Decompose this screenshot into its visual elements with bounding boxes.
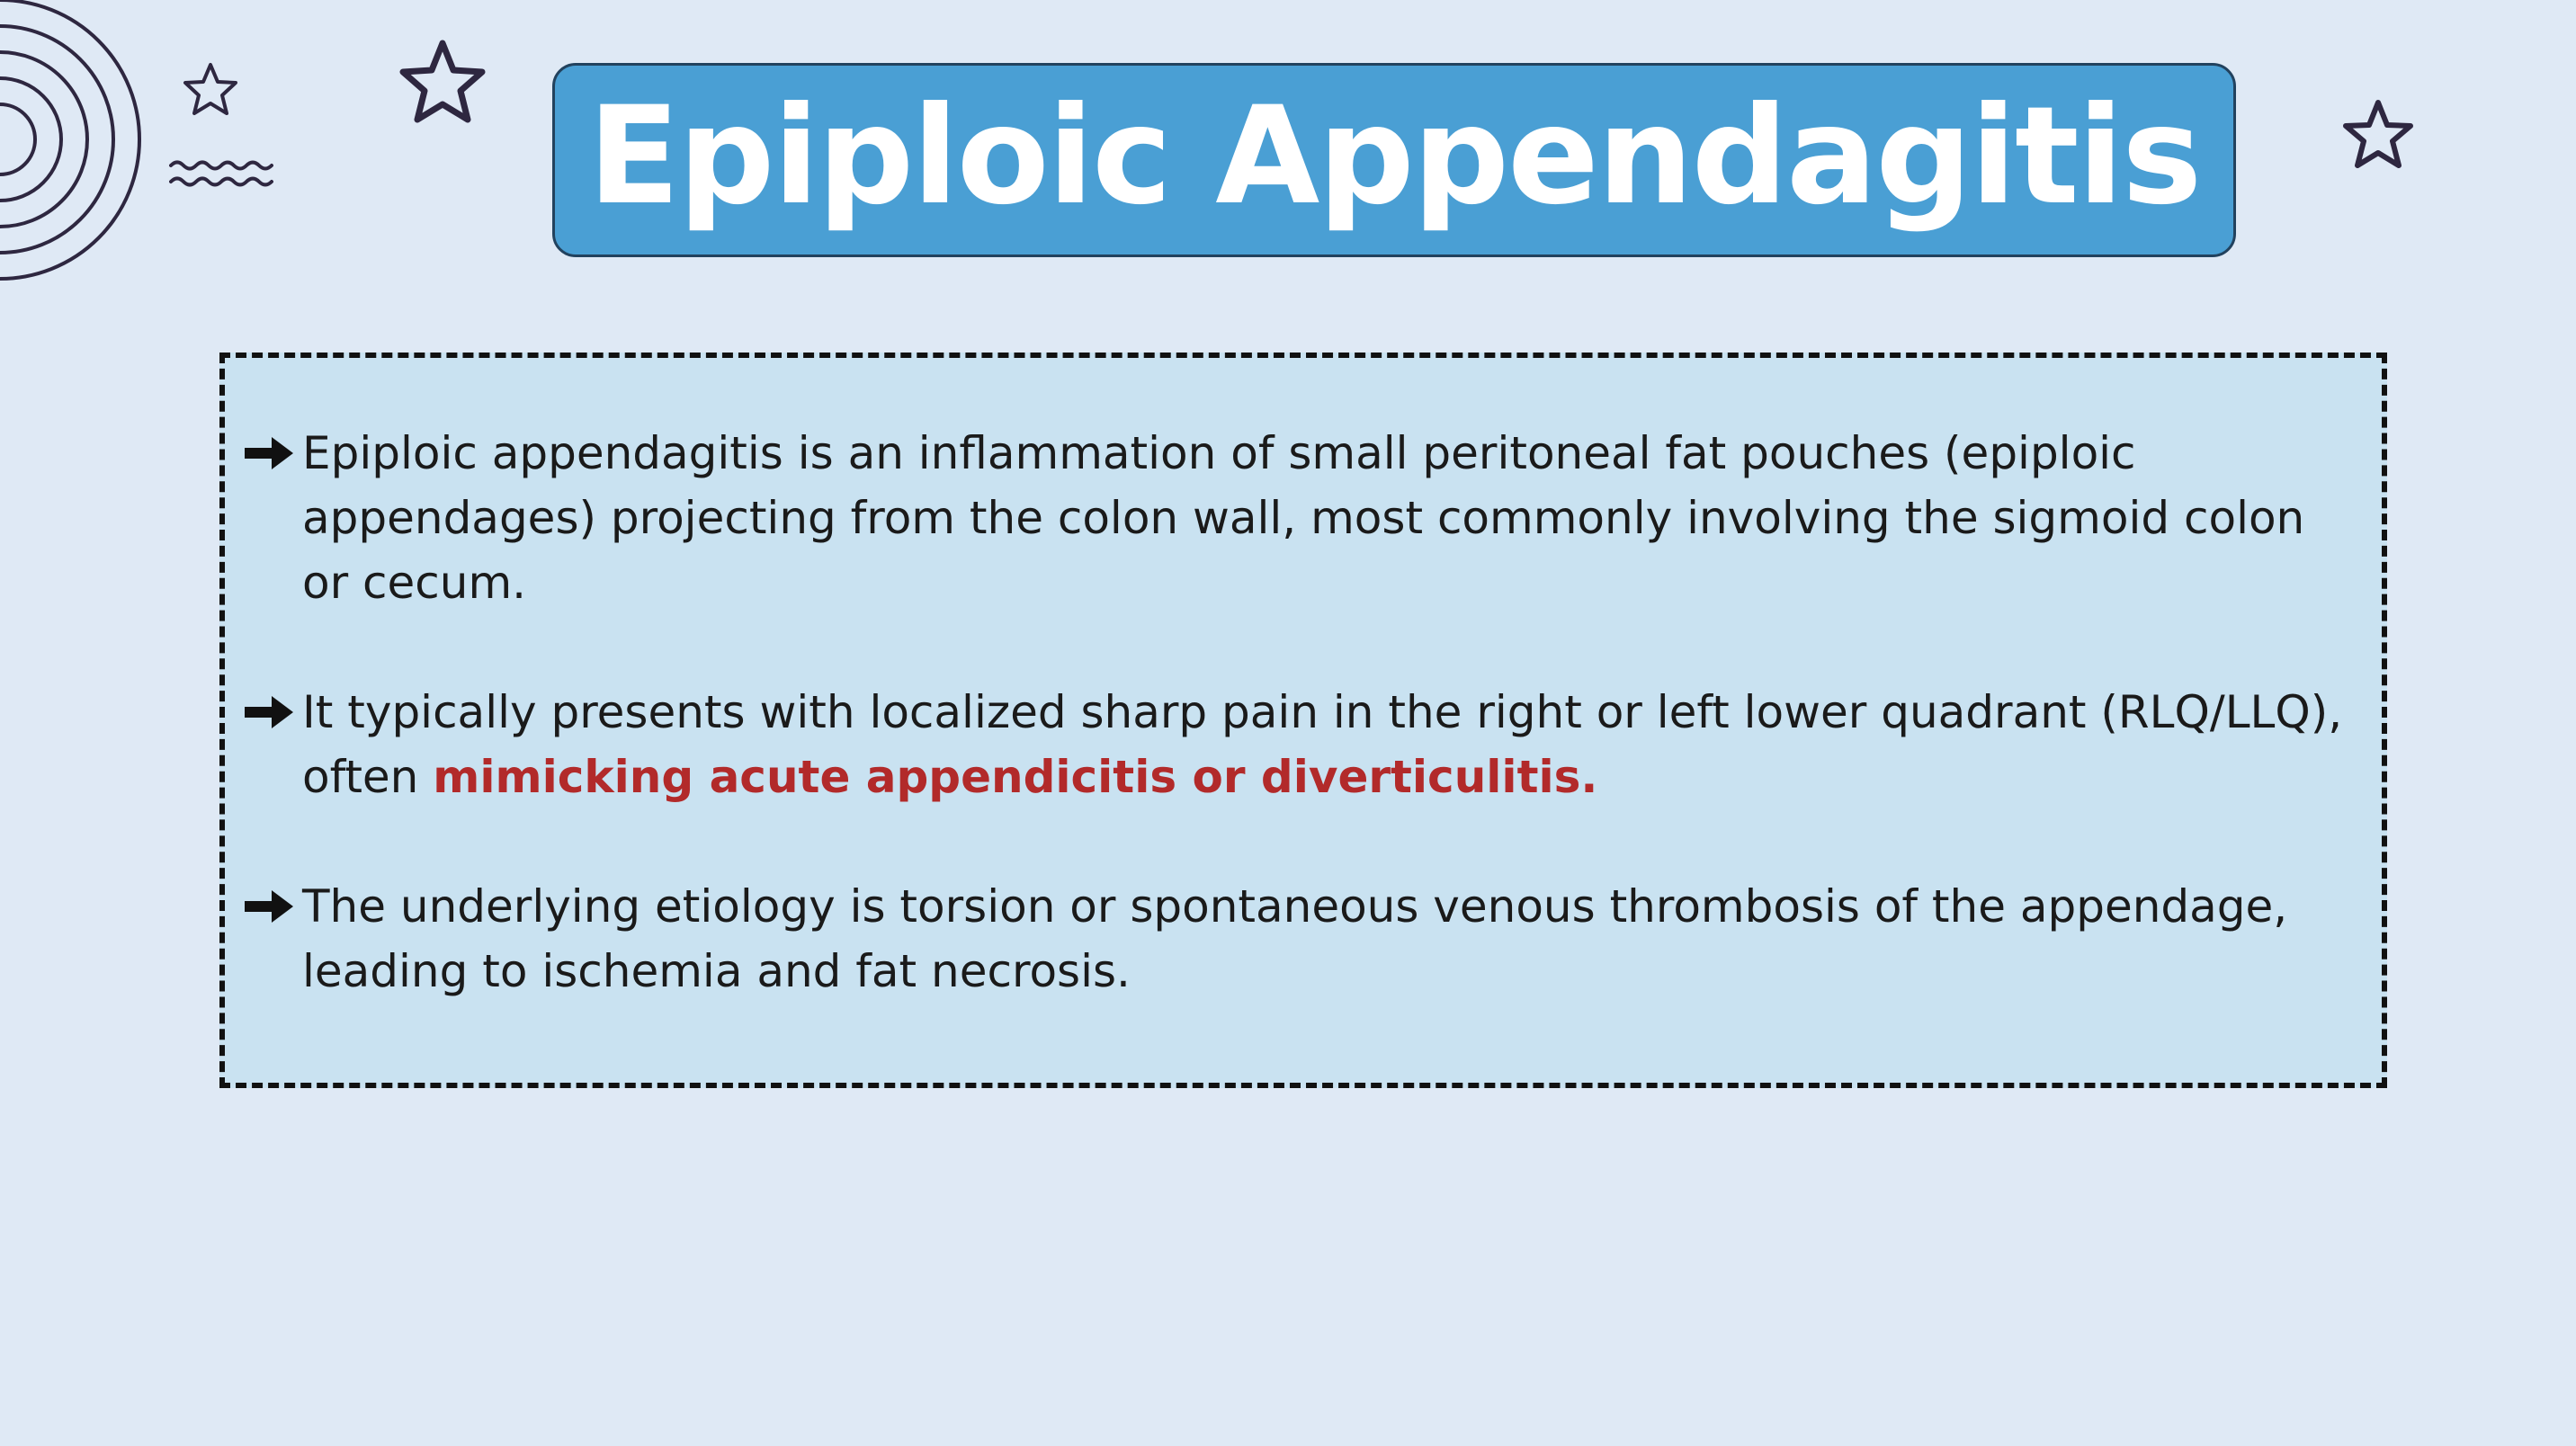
bullet-item (243, 680, 2346, 809)
star-icon (180, 59, 241, 117)
concentric-circles-icon (0, 0, 153, 288)
arrow-right-icon (243, 680, 302, 745)
wave-lines-icon (169, 158, 273, 189)
star-icon (396, 36, 489, 126)
star-icon (2339, 95, 2418, 171)
bullet-text (302, 680, 2346, 809)
bullet-highlight: mimicking acute appendicitis or diverticulitis. (433, 751, 1598, 803)
slide-title: Epiploic Appendagitis (587, 78, 2201, 235)
bullet-item (243, 421, 2346, 615)
bullet-text: The underlying etiology is torsion or spontaneous venous thrombosis of the appendage, leading to ischemia and fat necrosis. (302, 880, 2288, 997)
bullet-item (243, 874, 2346, 1004)
arrow-right-icon (243, 874, 302, 939)
arrow-right-icon (243, 421, 302, 486)
bullet-text: Epiploic appendagitis is an inflammation of small peritoneal fat pouches (epiploic appendages) projecting from the colon wall, most commonly involving the sigmoid colon or cecum. (302, 427, 2305, 609)
content-box (219, 353, 2387, 1088)
title-banner (552, 63, 2236, 257)
bullet-text-plain: It typically presents with localized sharp pain in the right or left lower quadrant (RLQ/LLQ), often (302, 686, 2343, 803)
